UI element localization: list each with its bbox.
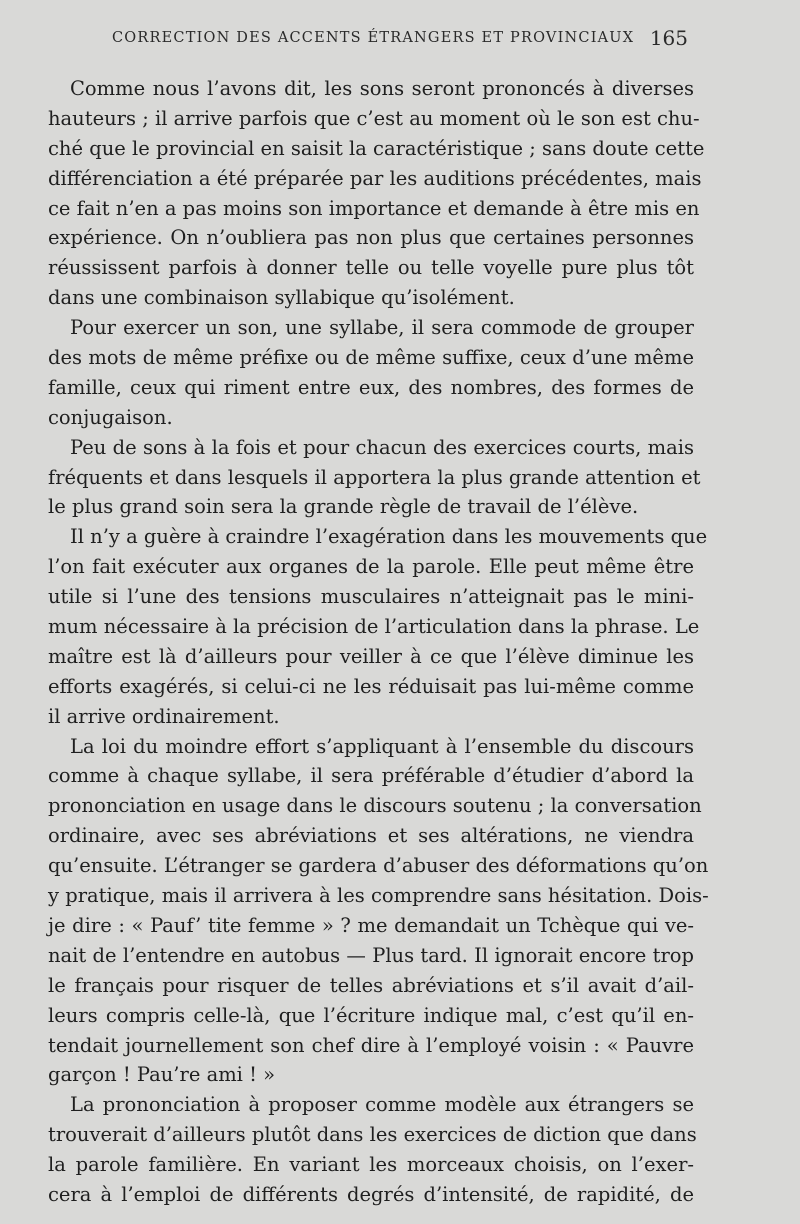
text-line: nait de l’entendre en autobus — Plus tard. Il ignorait encore trop (48, 943, 694, 967)
text-line: dans une combinaison syllabique qu’isolément. (48, 286, 515, 310)
text-line: leurs compris celle-là, que l’écriture indique mal, c’est qu’il en- (48, 1003, 694, 1027)
text-line: cera à l’emploi de différents degrés d’intensité, de rapidité, de (48, 1182, 694, 1206)
running-title: CORRECTION DES ACCENTS ÉTRANGERS ET PROVINCIAUX (112, 30, 635, 46)
text-line: famille, ceux qui riment entre eux, des nombres, des formes de (48, 375, 694, 399)
text-line: ché que le provincial en saisit la caractéristique ; sans doute cette (48, 136, 705, 160)
text-line: Comme nous l’avons dit, les sons seront prononcés à diverses (70, 77, 694, 100)
text-line: comme à chaque syllabe, il sera préférable d’étudier d’abord la (48, 764, 694, 788)
text-line: le français pour risquer de telles abréviations et s’il avait d’ail- (48, 973, 694, 997)
text-line: différenciation a été préparée par les auditions précédentes, mais (48, 166, 702, 190)
text-line: utile si l’une des tensions musculaires n’atteignait pas le mini- (48, 585, 694, 609)
text-line: y pratique, mais il arrivera à les comprendre sans hésitation. Dois- (48, 884, 709, 908)
text-line: hauteurs ; il arrive parfois que c’est au moment où le son est chu- (48, 106, 700, 130)
text-line: La loi du moindre effort s’appliquant à l’ensemble du discours (70, 734, 694, 758)
text-line: Peu de sons à la fois et pour chacun des exercices courts, mais (70, 435, 694, 459)
text-line: le plus grand soin sera la grande règle de travail de l’élève. (48, 495, 639, 519)
text-line: l’on fait exécuter aux organes de la parole. Elle peut même être (48, 555, 694, 579)
text-line: des mots de même préfixe ou de même suffixe, ceux d’une même (48, 346, 694, 370)
text-line: je dire : « Pauf’ tite femme » ? me demandait un Tchèque qui ve- (48, 913, 694, 937)
text-line: garçon ! Pau’re ami ! » (48, 1063, 276, 1087)
text-line: il arrive ordinairement. (48, 704, 280, 728)
text-line: tendait journellement son chef dire à l’employé voisin : « Pauvre (48, 1033, 694, 1057)
text-line: Il n’y a guère à craindre l’exagération dans les mouvements que (70, 525, 708, 549)
text-line: prononciation en usage dans le discours soutenu ; la conversation (48, 794, 702, 818)
text-line: fréquents et dans lesquels il apportera la plus grande attention et (48, 465, 701, 489)
body-text (48, 74, 709, 1210)
text-line: maître est là d’ailleurs pour veiller à ce que l’élève diminue les (48, 644, 694, 668)
text-line: réussissent parfois à donner telle ou telle voyelle pure plus tôt (48, 256, 694, 280)
text-line: conjugaison. (48, 405, 173, 429)
text-line: mum nécessaire à la précision de l’articulation dans la phrase. Le (48, 615, 700, 639)
text-line: trouverait d’ailleurs plutôt dans les exercices de diction que dans (48, 1123, 697, 1147)
page-number: 165 (649, 26, 688, 50)
text-line: ce fait n’en a pas moins son importance et demande à être mis en (48, 196, 700, 220)
text-line: la parole familière. En variant les morceaux choisis, on l’exer- (48, 1153, 694, 1177)
text-line: La prononciation à proposer comme modèle aux étrangers se (70, 1093, 694, 1117)
text-line: Pour exercer un son, une syllabe, il sera commode de grouper (70, 316, 694, 340)
text-line: efforts exagérés, si celui-ci ne les réduisait pas lui-même comme (48, 674, 694, 698)
text-line: ordinaire, avec ses abréviations et ses altérations, ne viendra (48, 824, 694, 848)
text-line: expérience. On n’oubliera pas non plus que certaines personnes (48, 226, 694, 250)
text-line: qu’ensuite. L’étranger se gardera d’abuser des déformations qu’on (48, 854, 709, 878)
